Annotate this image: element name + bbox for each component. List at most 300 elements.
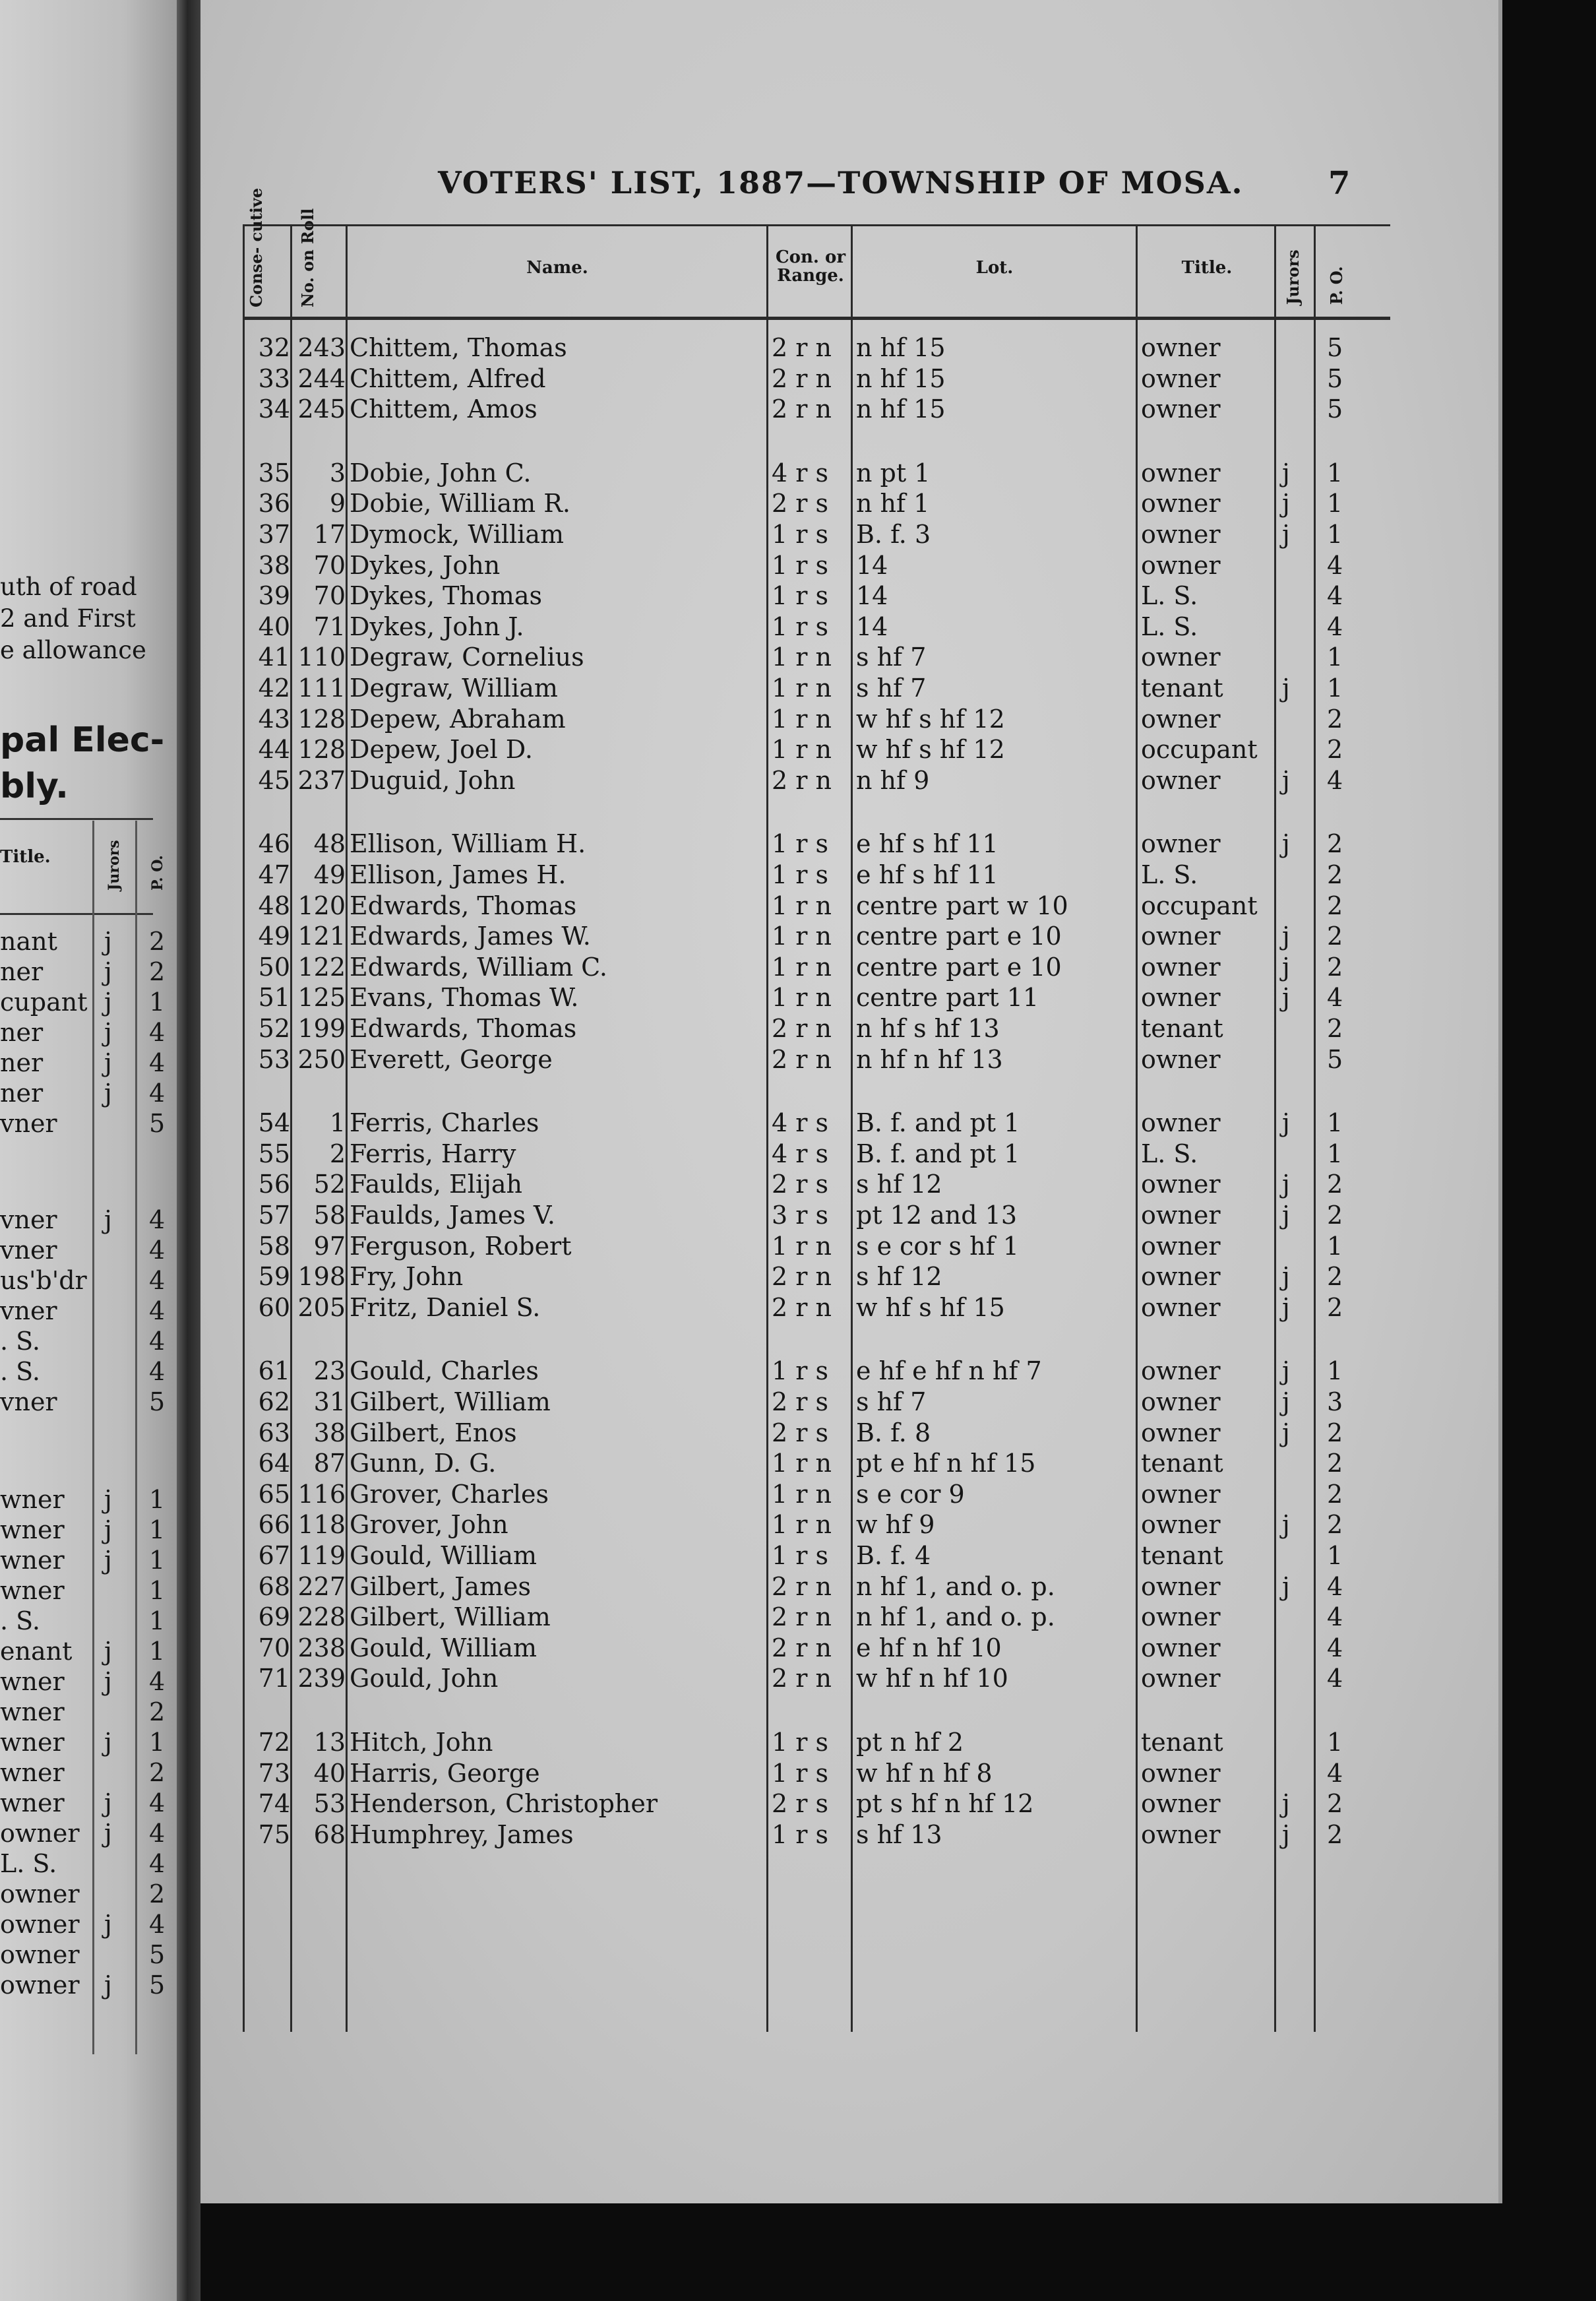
post-office-number: 5 bbox=[1327, 333, 1343, 362]
left-post-office-number: 1 bbox=[149, 1515, 166, 1544]
roll-number: 199 bbox=[297, 1014, 346, 1043]
voter-row bbox=[200, 1540, 1498, 1571]
consecutive-number: 54 bbox=[258, 1108, 290, 1138]
left-title-fragment: wner bbox=[0, 1485, 65, 1514]
lot-description: n hf 1 bbox=[856, 489, 930, 519]
left-post-office-number: 1 bbox=[149, 1576, 166, 1605]
roll-number: 128 bbox=[297, 735, 346, 765]
left-post-office-number: 2 bbox=[149, 1758, 166, 1787]
left-note-line: 2 and First bbox=[0, 604, 136, 633]
roll-number: 120 bbox=[297, 891, 346, 920]
lot-description: n hf n hf 13 bbox=[856, 1044, 1003, 1074]
voter-row bbox=[200, 1418, 1498, 1448]
consecutive-number: 49 bbox=[258, 922, 290, 951]
table-top-rule bbox=[243, 224, 1390, 226]
title-status: owner bbox=[1141, 520, 1221, 549]
juror-mark: j bbox=[1282, 1170, 1290, 1199]
consecutive-number: 42 bbox=[258, 674, 290, 703]
voter-name: Harris, George bbox=[350, 1758, 540, 1788]
voter-row bbox=[200, 704, 1498, 734]
lot-description: w hf s hf 15 bbox=[856, 1292, 1005, 1322]
left-title-fragment: wner bbox=[0, 1515, 65, 1544]
consecutive-number: 41 bbox=[258, 643, 290, 672]
left-header-po: P. O. bbox=[149, 855, 166, 891]
title-status: owner bbox=[1141, 458, 1221, 488]
roll-number: 205 bbox=[297, 1292, 346, 1322]
consecutive-number: 57 bbox=[258, 1201, 290, 1230]
voter-row bbox=[200, 673, 1498, 703]
voter-name: Ellison, William H. bbox=[350, 829, 586, 859]
juror-mark: j bbox=[1282, 1418, 1290, 1447]
roll-number: 52 bbox=[313, 1170, 346, 1199]
consecutive-number: 34 bbox=[258, 394, 290, 424]
left-post-office-number: 2 bbox=[149, 1879, 166, 1908]
roll-number: 58 bbox=[313, 1201, 346, 1230]
concession-range: 2 r s bbox=[772, 1789, 829, 1819]
lot-description: n hf s hf 13 bbox=[856, 1014, 1000, 1043]
left-post-office-number: 1 bbox=[149, 1637, 166, 1666]
roll-number: 244 bbox=[297, 363, 346, 393]
left-title-fragment: . S. bbox=[0, 1327, 40, 1356]
left-page-row bbox=[0, 1697, 177, 1727]
title-status: L. S. bbox=[1141, 581, 1198, 611]
roll-number: 53 bbox=[313, 1789, 346, 1819]
voter-name: Edwards, William C. bbox=[350, 952, 607, 982]
header-roll: No. on Roll bbox=[298, 208, 317, 307]
juror-mark: j bbox=[1282, 489, 1290, 519]
post-office-number: 4 bbox=[1327, 983, 1343, 1013]
voter-name: Ferguson, Robert bbox=[350, 1231, 572, 1261]
left-post-office-number: 2 bbox=[149, 927, 166, 956]
left-title-fragment: cupant bbox=[0, 988, 88, 1017]
lot-description: e hf e hf n hf 7 bbox=[856, 1356, 1042, 1386]
concession-range: 1 r s bbox=[772, 612, 829, 641]
left-page-row bbox=[0, 1970, 177, 2000]
left-title-fragment: owner bbox=[0, 1970, 80, 2000]
concession-range: 2 r n bbox=[772, 394, 832, 424]
juror-mark: j bbox=[1282, 1387, 1290, 1416]
left-title-fragment: wner bbox=[0, 1667, 65, 1696]
title-status: owner bbox=[1141, 1510, 1221, 1540]
post-office-number: 4 bbox=[1327, 612, 1343, 641]
left-header-title: Title. bbox=[0, 847, 51, 867]
left-title-fragment: wner bbox=[0, 1728, 65, 1757]
lot-description: w hf s hf 12 bbox=[856, 735, 1005, 765]
roll-number: 2 bbox=[329, 1139, 346, 1168]
title-status: tenant bbox=[1141, 1541, 1223, 1570]
juror-mark: j bbox=[1282, 1356, 1290, 1386]
title-status: occupant bbox=[1141, 735, 1258, 765]
voter-row bbox=[200, 765, 1498, 796]
title-status: owner bbox=[1141, 1108, 1221, 1138]
voter-row bbox=[200, 829, 1498, 859]
concession-range: 1 r s bbox=[772, 829, 829, 859]
header-lot: Lot. bbox=[975, 258, 1014, 278]
consecutive-number: 56 bbox=[258, 1170, 290, 1199]
left-page-row bbox=[0, 1356, 177, 1387]
voter-row bbox=[200, 1044, 1498, 1075]
voter-row bbox=[200, 1509, 1498, 1540]
concession-range: 1 r n bbox=[772, 1231, 832, 1261]
left-page-row bbox=[0, 1848, 177, 1879]
roll-number: 23 bbox=[313, 1356, 346, 1386]
lot-description: B. f. 3 bbox=[856, 520, 931, 549]
consecutive-number: 37 bbox=[258, 520, 290, 549]
consecutive-number: 74 bbox=[258, 1789, 290, 1819]
title-status: owner bbox=[1141, 394, 1221, 424]
concession-range: 2 r n bbox=[772, 765, 832, 795]
header-jurors: Jurors bbox=[1283, 249, 1303, 305]
left-note-line: e allowance bbox=[0, 636, 146, 664]
roll-number: 70 bbox=[313, 581, 346, 611]
title-status: owner bbox=[1141, 1356, 1221, 1386]
voter-name: Edwards, Thomas bbox=[350, 891, 577, 920]
consecutive-number: 32 bbox=[258, 333, 290, 362]
left-page-row bbox=[0, 1575, 177, 1606]
voter-name: Dykes, Thomas bbox=[350, 581, 542, 611]
consecutive-number: 43 bbox=[258, 704, 290, 734]
voter-name: Gould, William bbox=[350, 1541, 537, 1570]
left-title-fragment: vner bbox=[0, 1109, 57, 1138]
voter-name: Depew, Abraham bbox=[350, 704, 566, 734]
left-post-office-number: 2 bbox=[149, 957, 166, 986]
title-status: owner bbox=[1141, 983, 1221, 1013]
title-status: owner bbox=[1141, 1292, 1221, 1322]
roll-number: 97 bbox=[313, 1231, 346, 1261]
juror-mark: j bbox=[1282, 1262, 1290, 1292]
lot-description: n pt 1 bbox=[856, 458, 931, 488]
concession-range: 1 r n bbox=[772, 735, 832, 765]
concession-range: 1 r s bbox=[772, 1758, 829, 1788]
concession-range: 3 r s bbox=[772, 1201, 829, 1230]
lot-description: s hf 12 bbox=[856, 1262, 942, 1292]
voter-name: Hitch, John bbox=[350, 1728, 493, 1757]
post-office-number: 4 bbox=[1327, 581, 1343, 611]
voter-row bbox=[200, 860, 1498, 890]
roll-number: 70 bbox=[313, 550, 346, 580]
post-office-number: 2 bbox=[1327, 1510, 1343, 1540]
title-status: owner bbox=[1141, 1633, 1221, 1662]
concession-range: 1 r s bbox=[772, 1819, 829, 1849]
lot-description: centre part e 10 bbox=[856, 952, 1062, 982]
voter-name: Dobie, John C. bbox=[350, 458, 532, 488]
left-title-fragment: vner bbox=[0, 1236, 57, 1265]
post-office-number: 2 bbox=[1327, 1418, 1343, 1447]
left-heading-line: bly. bbox=[0, 767, 69, 806]
post-office-number: 2 bbox=[1327, 829, 1343, 859]
concession-range: 2 r n bbox=[772, 1571, 832, 1601]
juror-mark: j bbox=[1282, 829, 1290, 859]
header-po: P. O. bbox=[1327, 266, 1346, 305]
title-status: owner bbox=[1141, 550, 1221, 580]
voter-name: Depew, Joel D. bbox=[350, 735, 533, 765]
roll-number: 48 bbox=[313, 829, 346, 859]
concession-range: 2 r s bbox=[772, 1418, 829, 1447]
voter-row bbox=[200, 1013, 1498, 1044]
left-page-row bbox=[0, 1545, 177, 1575]
voter-row bbox=[200, 1788, 1498, 1819]
left-title-fragment: ner bbox=[0, 1048, 44, 1077]
left-page-row bbox=[0, 1048, 177, 1078]
left-page-row bbox=[0, 1484, 177, 1515]
left-page-row bbox=[0, 1879, 177, 1909]
voter-name: Faulds, James V. bbox=[350, 1201, 555, 1230]
header-title: Title. bbox=[1181, 258, 1233, 278]
lot-description: centre part e 10 bbox=[856, 922, 1062, 951]
title-status: owner bbox=[1141, 765, 1221, 795]
title-status: owner bbox=[1141, 333, 1221, 362]
consecutive-number: 75 bbox=[258, 1819, 290, 1849]
left-juror-mark: j bbox=[104, 1515, 112, 1544]
left-page-row bbox=[0, 1606, 177, 1636]
consecutive-number: 63 bbox=[258, 1418, 290, 1447]
voter-row bbox=[200, 1200, 1498, 1230]
roll-number: 119 bbox=[297, 1541, 346, 1570]
juror-mark: j bbox=[1282, 1510, 1290, 1540]
left-juror-mark: j bbox=[104, 1667, 112, 1696]
left-juror-mark: j bbox=[104, 1970, 112, 2000]
header-consecutive: Conse- cutive bbox=[247, 187, 266, 307]
post-office-number: 2 bbox=[1327, 1789, 1343, 1819]
post-office-number: 1 bbox=[1327, 643, 1343, 672]
left-post-office-number: 1 bbox=[149, 1485, 166, 1514]
concession-range: 1 r s bbox=[772, 520, 829, 549]
juror-mark: j bbox=[1282, 520, 1290, 549]
left-title-fragment: ner bbox=[0, 957, 44, 986]
post-office-number: 1 bbox=[1327, 1728, 1343, 1757]
roll-number: 31 bbox=[313, 1387, 346, 1416]
consecutive-number: 73 bbox=[258, 1758, 290, 1788]
roll-number: 38 bbox=[313, 1418, 346, 1447]
voter-name: Grover, John bbox=[350, 1510, 508, 1540]
left-page-row bbox=[0, 1205, 177, 1235]
lot-description: s hf 7 bbox=[856, 1387, 927, 1416]
lot-description: 14 bbox=[856, 612, 888, 641]
voter-row bbox=[200, 488, 1498, 519]
left-title-fragment: wner bbox=[0, 1788, 65, 1817]
concession-range: 1 r n bbox=[772, 1479, 832, 1509]
left-page-row bbox=[0, 1939, 177, 1970]
consecutive-number: 64 bbox=[258, 1449, 290, 1478]
post-office-number: 1 bbox=[1327, 1541, 1343, 1570]
lot-description: w hf s hf 12 bbox=[856, 704, 1005, 734]
left-juror-mark: j bbox=[104, 1728, 112, 1757]
post-office-number: 2 bbox=[1327, 952, 1343, 982]
left-juror-mark: j bbox=[104, 988, 112, 1017]
left-post-office-number: 5 bbox=[149, 1387, 166, 1416]
consecutive-number: 40 bbox=[258, 612, 290, 641]
consecutive-number: 72 bbox=[258, 1728, 290, 1757]
left-post-office-number: 4 bbox=[149, 1667, 166, 1696]
left-page-row bbox=[0, 1235, 177, 1265]
lot-description: s hf 7 bbox=[856, 674, 927, 703]
voter-row bbox=[200, 458, 1498, 488]
consecutive-number: 60 bbox=[258, 1292, 290, 1322]
lot-description: B. f. 8 bbox=[856, 1418, 931, 1447]
concession-range: 2 r n bbox=[772, 333, 832, 362]
left-header-jurors: Jurors bbox=[106, 840, 123, 891]
post-office-number: 1 bbox=[1327, 489, 1343, 519]
concession-range: 1 r n bbox=[772, 1510, 832, 1540]
juror-mark: j bbox=[1282, 765, 1290, 795]
title-status: tenant bbox=[1141, 1014, 1223, 1043]
left-post-office-number: 4 bbox=[149, 1849, 166, 1878]
roll-number: 17 bbox=[313, 520, 346, 549]
lot-description: 14 bbox=[856, 550, 888, 580]
title-status: owner bbox=[1141, 1418, 1221, 1447]
lot-description: pt 12 and 13 bbox=[856, 1201, 1017, 1230]
voter-name: Edwards, James W. bbox=[350, 922, 591, 951]
left-post-office-number: 5 bbox=[149, 1109, 166, 1138]
concession-range: 1 r n bbox=[772, 891, 832, 920]
juror-mark: j bbox=[1282, 952, 1290, 982]
voter-name: Grover, Charles bbox=[350, 1479, 549, 1509]
consecutive-number: 48 bbox=[258, 891, 290, 920]
left-title-fragment: owner bbox=[0, 1819, 80, 1848]
roll-number: 49 bbox=[313, 860, 346, 889]
title-status: owner bbox=[1141, 1602, 1221, 1632]
page-number: 7 bbox=[1328, 165, 1351, 202]
title-status: owner bbox=[1141, 829, 1221, 859]
voter-name: Gould, William bbox=[350, 1633, 537, 1662]
title-status: owner bbox=[1141, 489, 1221, 519]
left-post-office-number: 4 bbox=[149, 1018, 166, 1047]
post-office-number: 5 bbox=[1327, 1044, 1343, 1074]
previous-page-fragment bbox=[0, 0, 177, 2301]
consecutive-number: 45 bbox=[258, 765, 290, 795]
roll-number: 40 bbox=[313, 1758, 346, 1788]
roll-number: 238 bbox=[297, 1633, 346, 1662]
title-status: L. S. bbox=[1141, 860, 1198, 889]
voter-row bbox=[200, 1139, 1498, 1169]
concession-range: 1 r n bbox=[772, 922, 832, 951]
concession-range: 2 r n bbox=[772, 1014, 832, 1043]
post-office-number: 2 bbox=[1327, 891, 1343, 920]
header-name: Name. bbox=[526, 258, 588, 278]
lot-description: B. f. and pt 1 bbox=[856, 1139, 1020, 1168]
consecutive-number: 69 bbox=[258, 1602, 290, 1632]
left-heading-line: pal Elec- bbox=[0, 720, 165, 760]
voter-row bbox=[200, 1356, 1498, 1386]
title-status: owner bbox=[1141, 1758, 1221, 1788]
voters-list-page bbox=[200, 0, 1502, 2203]
running-title: VOTERS' LIST, 1887—TOWNSHIP OF MOSA. bbox=[438, 165, 1244, 201]
voter-row bbox=[200, 1292, 1498, 1323]
voter-row bbox=[200, 734, 1498, 765]
left-post-office-number: 4 bbox=[149, 1266, 166, 1295]
voter-row bbox=[200, 550, 1498, 581]
title-status: owner bbox=[1141, 1479, 1221, 1509]
roll-number: 250 bbox=[297, 1044, 346, 1074]
left-title-fragment: owner bbox=[0, 1879, 80, 1908]
lot-description: B. f. 4 bbox=[856, 1541, 931, 1570]
lot-description: centre part w 10 bbox=[856, 891, 1068, 920]
left-post-office-number: 5 bbox=[149, 1940, 166, 1969]
post-office-number: 2 bbox=[1327, 704, 1343, 734]
post-office-number: 1 bbox=[1327, 1108, 1343, 1138]
left-title-fragment: nant bbox=[0, 927, 57, 956]
concession-range: 1 r n bbox=[772, 674, 832, 703]
voter-row bbox=[200, 1448, 1498, 1478]
left-page-row bbox=[0, 1727, 177, 1757]
voter-row bbox=[200, 952, 1498, 982]
roll-number: 227 bbox=[297, 1571, 346, 1601]
lot-description: w hf n hf 8 bbox=[856, 1758, 993, 1788]
voter-row bbox=[200, 1758, 1498, 1788]
left-post-office-number: 1 bbox=[149, 1728, 166, 1757]
voter-row bbox=[200, 642, 1498, 672]
roll-number: 116 bbox=[297, 1479, 346, 1509]
consecutive-number: 58 bbox=[258, 1231, 290, 1261]
title-status: owner bbox=[1141, 1387, 1221, 1416]
lot-description: s hf 7 bbox=[856, 643, 927, 672]
consecutive-number: 33 bbox=[258, 363, 290, 393]
title-status: owner bbox=[1141, 1664, 1221, 1693]
left-title-fragment: owner bbox=[0, 1940, 80, 1969]
left-juror-mark: j bbox=[104, 1079, 112, 1108]
consecutive-number: 46 bbox=[258, 829, 290, 859]
left-header-rule bbox=[0, 913, 153, 915]
juror-mark: j bbox=[1282, 1819, 1290, 1849]
left-post-office-number: 2 bbox=[149, 1697, 166, 1726]
concession-range: 2 r n bbox=[772, 1664, 832, 1693]
concession-range: 2 r n bbox=[772, 1044, 832, 1074]
left-post-office-number: 4 bbox=[149, 1079, 166, 1108]
title-status: owner bbox=[1141, 363, 1221, 393]
left-post-office-number: 4 bbox=[149, 1788, 166, 1817]
voter-row bbox=[200, 1479, 1498, 1509]
juror-mark: j bbox=[1282, 1108, 1290, 1138]
left-post-office-number: 4 bbox=[149, 1357, 166, 1386]
left-juror-mark: j bbox=[104, 1788, 112, 1817]
post-office-number: 1 bbox=[1327, 674, 1343, 703]
left-page-row bbox=[0, 1108, 177, 1139]
voter-name: Degraw, William bbox=[350, 674, 558, 703]
concession-range: 1 r s bbox=[772, 1541, 829, 1570]
consecutive-number: 38 bbox=[258, 550, 290, 580]
consecutive-number: 71 bbox=[258, 1664, 290, 1693]
consecutive-number: 44 bbox=[258, 735, 290, 765]
left-juror-mark: j bbox=[104, 1018, 112, 1047]
title-status: owner bbox=[1141, 952, 1221, 982]
post-office-number: 2 bbox=[1327, 922, 1343, 951]
lot-description: n hf 1, and o. p. bbox=[856, 1602, 1055, 1632]
book-spine bbox=[177, 0, 200, 2301]
roll-number: 13 bbox=[313, 1728, 346, 1757]
post-office-number: 4 bbox=[1327, 1633, 1343, 1662]
consecutive-number: 70 bbox=[258, 1633, 290, 1662]
roll-number: 245 bbox=[297, 394, 346, 424]
concession-range: 2 r n bbox=[772, 1602, 832, 1632]
post-office-number: 1 bbox=[1327, 458, 1343, 488]
voter-name: Ferris, Charles bbox=[350, 1108, 539, 1138]
voter-row bbox=[200, 612, 1498, 642]
left-title-fragment: . S. bbox=[0, 1357, 40, 1386]
post-office-number: 4 bbox=[1327, 1664, 1343, 1693]
voter-name: Chittem, Alfred bbox=[350, 363, 546, 393]
left-page-row bbox=[0, 1636, 177, 1666]
title-status: owner bbox=[1141, 704, 1221, 734]
voter-name: Degraw, Cornelius bbox=[350, 643, 584, 672]
left-title-fragment: wner bbox=[0, 1576, 65, 1605]
left-table-top-rule bbox=[0, 818, 153, 820]
running-head bbox=[200, 165, 1498, 211]
left-title-fragment: enant bbox=[0, 1637, 73, 1666]
voter-row bbox=[200, 581, 1498, 611]
roll-number: 125 bbox=[297, 983, 346, 1013]
lot-description: B. f. and pt 1 bbox=[856, 1108, 1020, 1138]
voter-name: Ellison, James H. bbox=[350, 860, 567, 889]
